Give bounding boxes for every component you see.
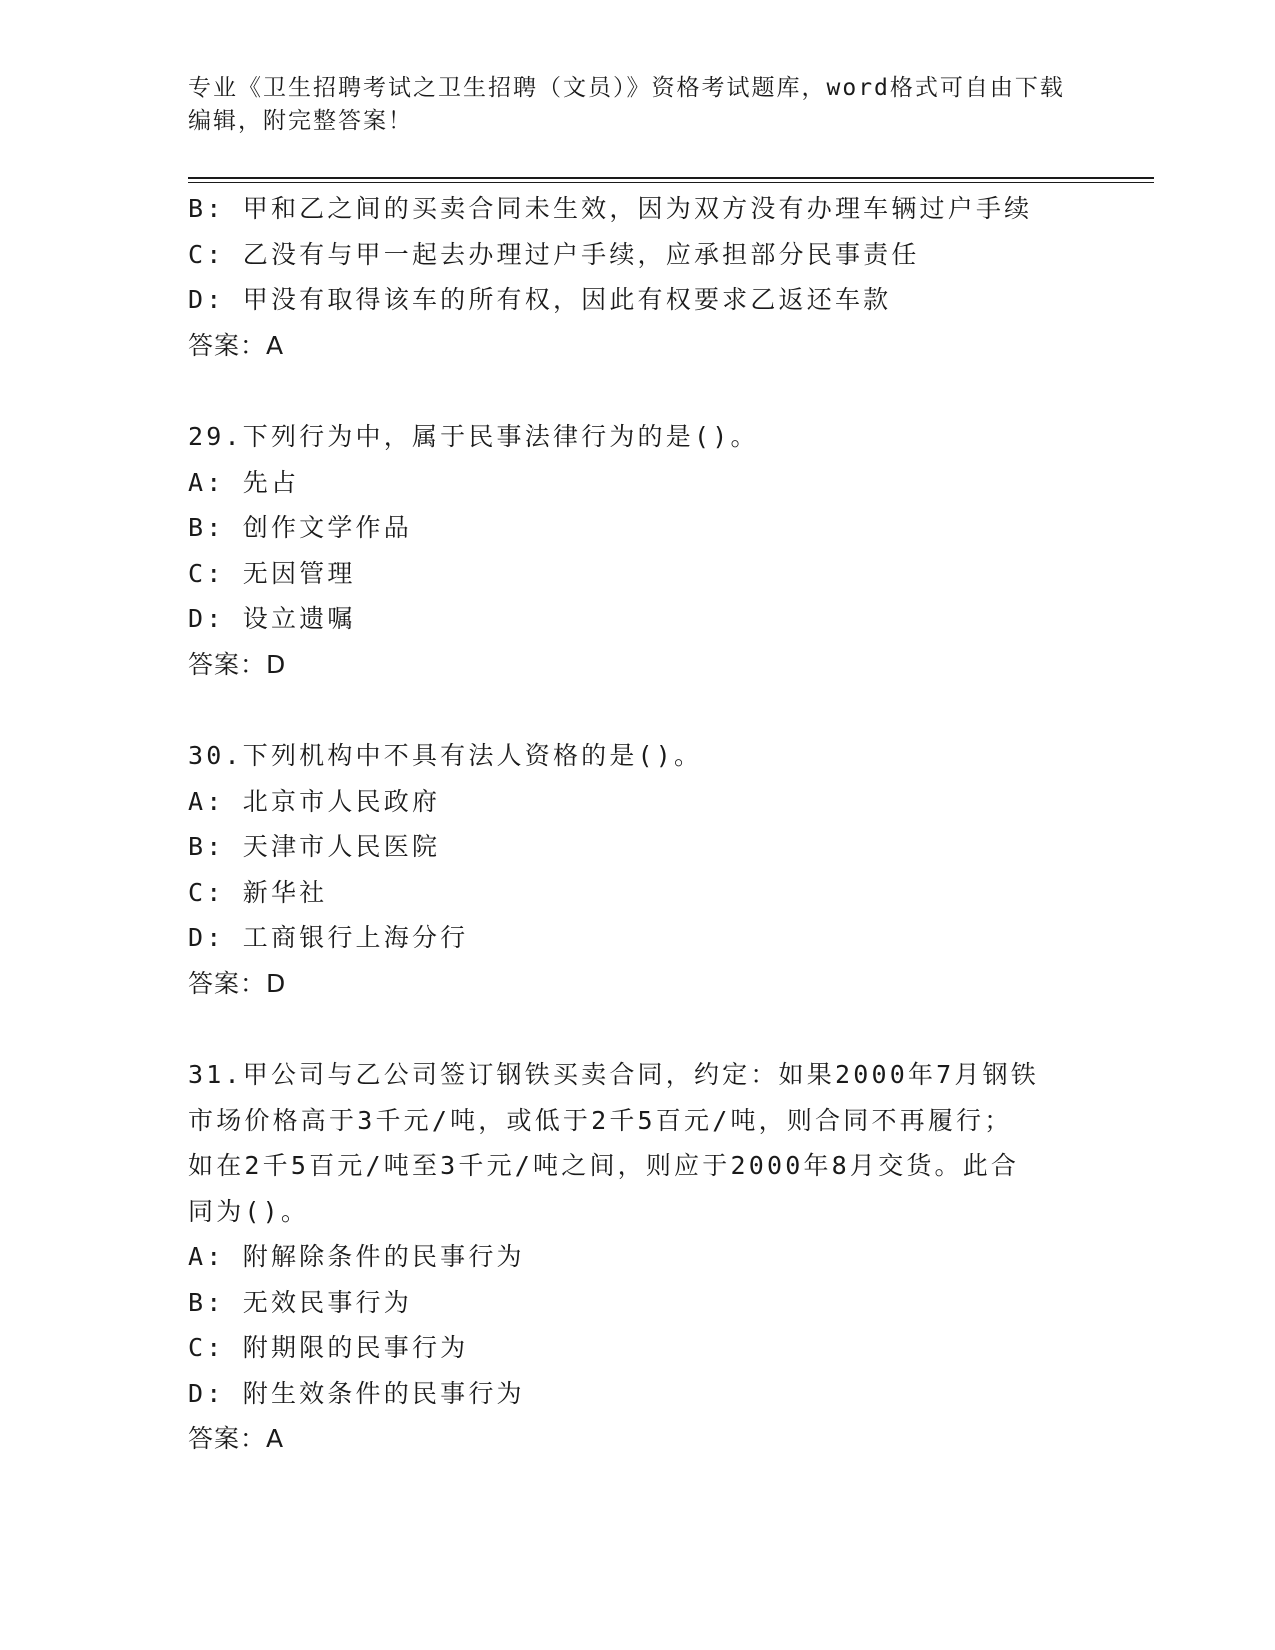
option-a: A: 附解除条件的民事行为 bbox=[188, 1242, 525, 1271]
option-c: C: 新华社 bbox=[188, 877, 328, 907]
option-b: B: 无效民事行为 bbox=[188, 1287, 412, 1317]
answer-line: 答案：D bbox=[188, 649, 287, 679]
option-d: D: 工商银行上海分行 bbox=[188, 923, 469, 952]
option-d: D: 附生效条件的民事行为 bbox=[188, 1378, 525, 1408]
question-31 bbox=[188, 1052, 1088, 1462]
spacer bbox=[188, 1006, 1088, 1052]
question-28-tail bbox=[188, 186, 1088, 368]
question-stem: 29.下列行为中，属于民事法律行为的是()。 bbox=[188, 422, 759, 451]
header-line-1: 专业《卫生招聘考试之卫生招聘（文员）》资格考试题库，word格式可自由下载 bbox=[188, 75, 1065, 101]
option-c: C: 乙没有与甲一起去办理过户手续，应承担部分民事责任 bbox=[188, 239, 920, 269]
option-c: C: 附期限的民事行为 bbox=[188, 1333, 469, 1362]
page-header bbox=[188, 72, 1088, 138]
question-stem: 30.下列机构中不具有法人资格的是()。 bbox=[188, 741, 703, 770]
option-b: B: 创作文学作品 bbox=[188, 513, 412, 542]
spacer bbox=[188, 687, 1088, 733]
option-d: D: 设立遗嘱 bbox=[188, 604, 356, 633]
option-a: A: 北京市人民政府 bbox=[188, 786, 441, 816]
header-divider-thick bbox=[188, 177, 1154, 179]
question-list bbox=[188, 186, 1088, 1462]
question-30 bbox=[188, 733, 1088, 1006]
option-d: D: 甲没有取得该车的所有权，因此有权要求乙返还车款 bbox=[188, 285, 892, 314]
answer-line: 答案：A bbox=[188, 1424, 285, 1453]
question-stem-line-2: 市场价格高于3千元/吨，或低于2千5百元/吨，则合同不再履行； bbox=[188, 1105, 1013, 1135]
header-divider-thin bbox=[188, 182, 1154, 183]
option-c: C: 无因管理 bbox=[188, 558, 356, 588]
question-stem-line-1: 31.甲公司与乙公司签订钢铁买卖合同，约定：如果2000年7月钢铁 bbox=[188, 1060, 1040, 1089]
option-a: A: 先占 bbox=[188, 467, 300, 497]
answer-line: 答案：A bbox=[188, 330, 285, 360]
header-line-2: 编辑，附完整答案！ bbox=[188, 108, 413, 134]
question-29 bbox=[188, 414, 1088, 687]
option-b: B: 天津市人民医院 bbox=[188, 832, 441, 861]
answer-line: 答案：D bbox=[188, 968, 287, 998]
spacer bbox=[188, 368, 1088, 414]
question-stem-line-4: 同为()。 bbox=[188, 1196, 310, 1226]
question-stem-line-3: 如在2千5百元/吨至3千元/吨之间，则应于2000年8月交货。此合 bbox=[188, 1151, 1020, 1180]
option-b: B: 甲和乙之间的买卖合同未生效，因为双方没有办理车辆过户手续 bbox=[188, 194, 1033, 223]
